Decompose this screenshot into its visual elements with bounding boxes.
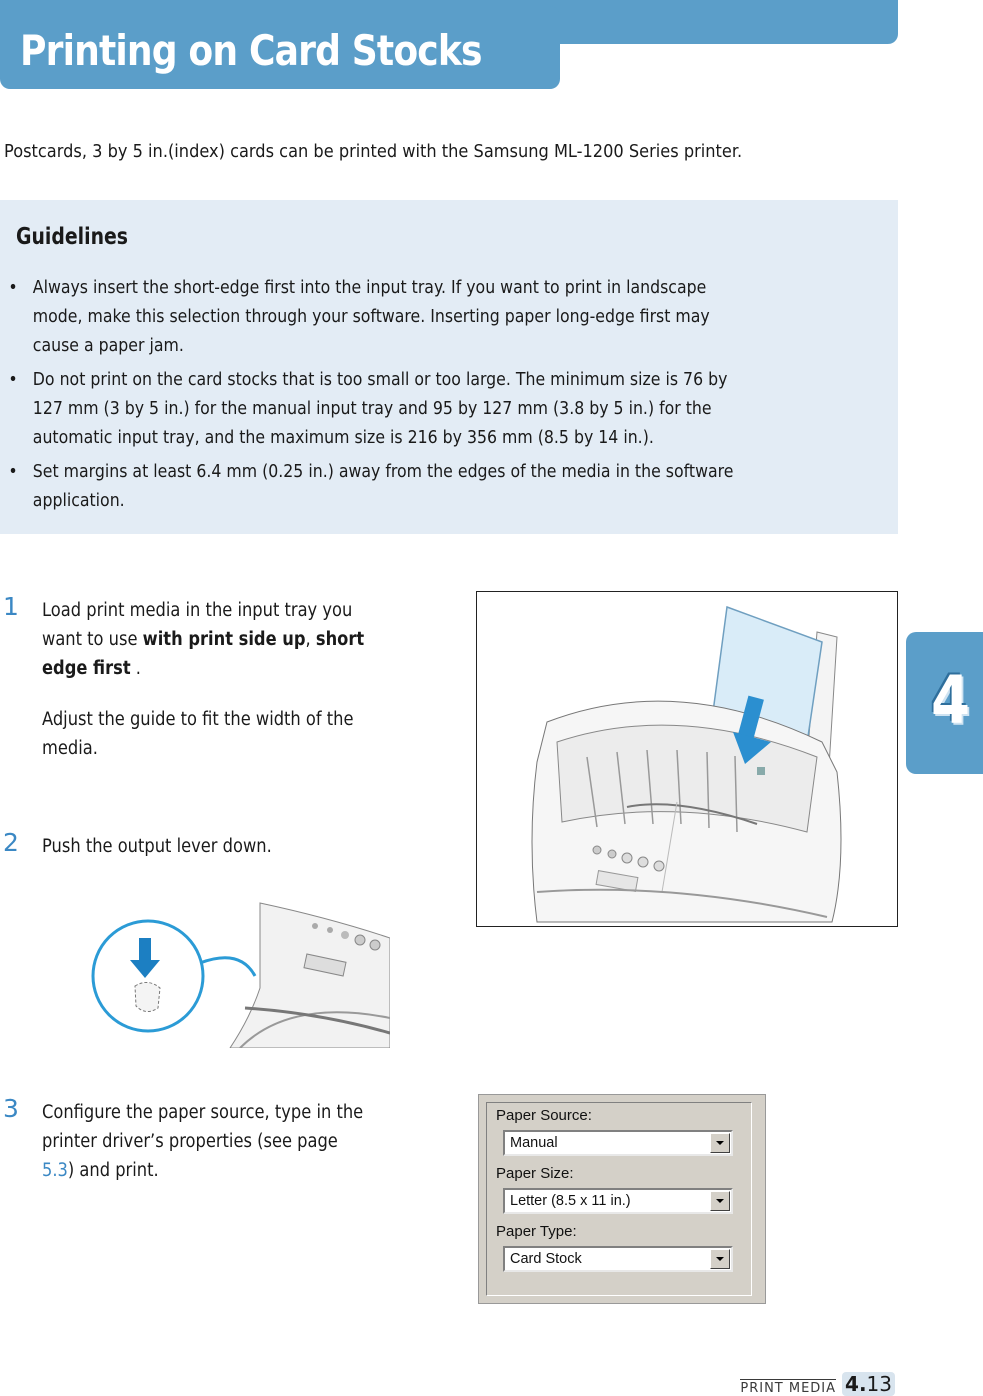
printer-properties-dialog [478,1094,766,1304]
title-banner [0,6,560,89]
footer-section-label: PRINT MEDIA [740,1381,837,1396]
guideline-line: cause a paper jam. [32,336,184,356]
page-footer [740,1372,895,1396]
step-line: media. [42,738,98,759]
bullet: • [8,370,18,390]
step-line: printer driver’s properties (see page [42,1131,338,1152]
guideline-line: 127 mm (3 by 5 in.) for the manual input tray and 95 by 127 mm (3.8 by 5 in.) for the [32,399,712,419]
step-line: Adjust the guide to fit the width of the [42,709,354,730]
paper-size-select[interactable] [503,1188,733,1214]
step-text: ) and print. [67,1160,159,1181]
step-line [42,625,412,654]
guidelines-panel [0,200,898,534]
page-number [842,1372,895,1396]
paper-size-value: Letter (8.5 x 11 in.) [510,1193,631,1209]
output-lever-illustration [90,898,390,1048]
paper-size-label: Paper Size: [496,1165,574,1182]
guideline-line: application. [32,491,125,511]
bullet: • [8,462,18,482]
bullet: • [8,278,18,298]
intro-text: Postcards, 3 by 5 in.(index) cards can be printed with the Samsung ML-1200 Series printer. [4,141,743,162]
chevron-down-icon[interactable] [710,1191,730,1211]
guideline-line: automatic input tray, and the maximum size is 216 by 356 mm (8.5 by 14 in.). [32,428,654,448]
step-1-text [42,596,412,763]
step-number-2: 2 [3,828,19,857]
step-text: , [305,629,316,650]
paper-source-select[interactable] [503,1130,733,1156]
step-line [42,1156,412,1185]
emphasis-short: short [315,629,365,650]
chevron-down-icon[interactable] [710,1249,730,1269]
emphasis-print-side-up: with print side up [142,629,306,650]
chapter-tab [906,632,983,774]
step-number-1: 1 [3,592,19,621]
paper-source-value: Manual [510,1135,558,1151]
step-line: Load print media in the input tray you [42,600,353,621]
page-title: Printing on Card Stocks [20,26,482,75]
paper-source-label: Paper Source: [496,1107,592,1124]
guideline-line: Set margins at least 6.4 mm (0.25 in.) away from the edges of the media in the software [32,462,734,482]
emphasis-edge-first: edge first [42,658,131,679]
printer-illustration-frame [476,591,898,927]
paper-type-label: Paper Type: [496,1223,577,1240]
paper-type-select[interactable] [503,1246,733,1272]
guidelines-heading: Guidelines [16,224,129,250]
step-2-text [42,832,412,861]
step-text: . [130,658,141,679]
printer-loading-illustration [477,592,897,926]
guideline-line: Do not print on the card stocks that is too small or too large. The minimum size is 76 by [32,370,728,390]
page-num: 13 [866,1372,892,1396]
step-line: Push the output lever down. [42,836,272,857]
page-chapter: 4. [845,1372,867,1396]
paper-type-value: Card Stock [510,1251,582,1267]
step-number-3: 3 [3,1094,19,1123]
chevron-down-icon[interactable] [710,1133,730,1153]
page-link[interactable]: 5.3 [42,1160,68,1181]
step-text: want to use [42,629,143,650]
step-line: Configure the paper source, type in the [42,1102,364,1123]
chapter-number: 4 [931,662,971,739]
step-3-text [42,1098,412,1185]
guideline-line: mode, make this selection through your software. Inserting paper long-edge first may [32,307,710,327]
guideline-line: Always insert the short-edge first into the input tray. If you want to print in landscape [32,278,707,298]
step-line [42,654,412,683]
